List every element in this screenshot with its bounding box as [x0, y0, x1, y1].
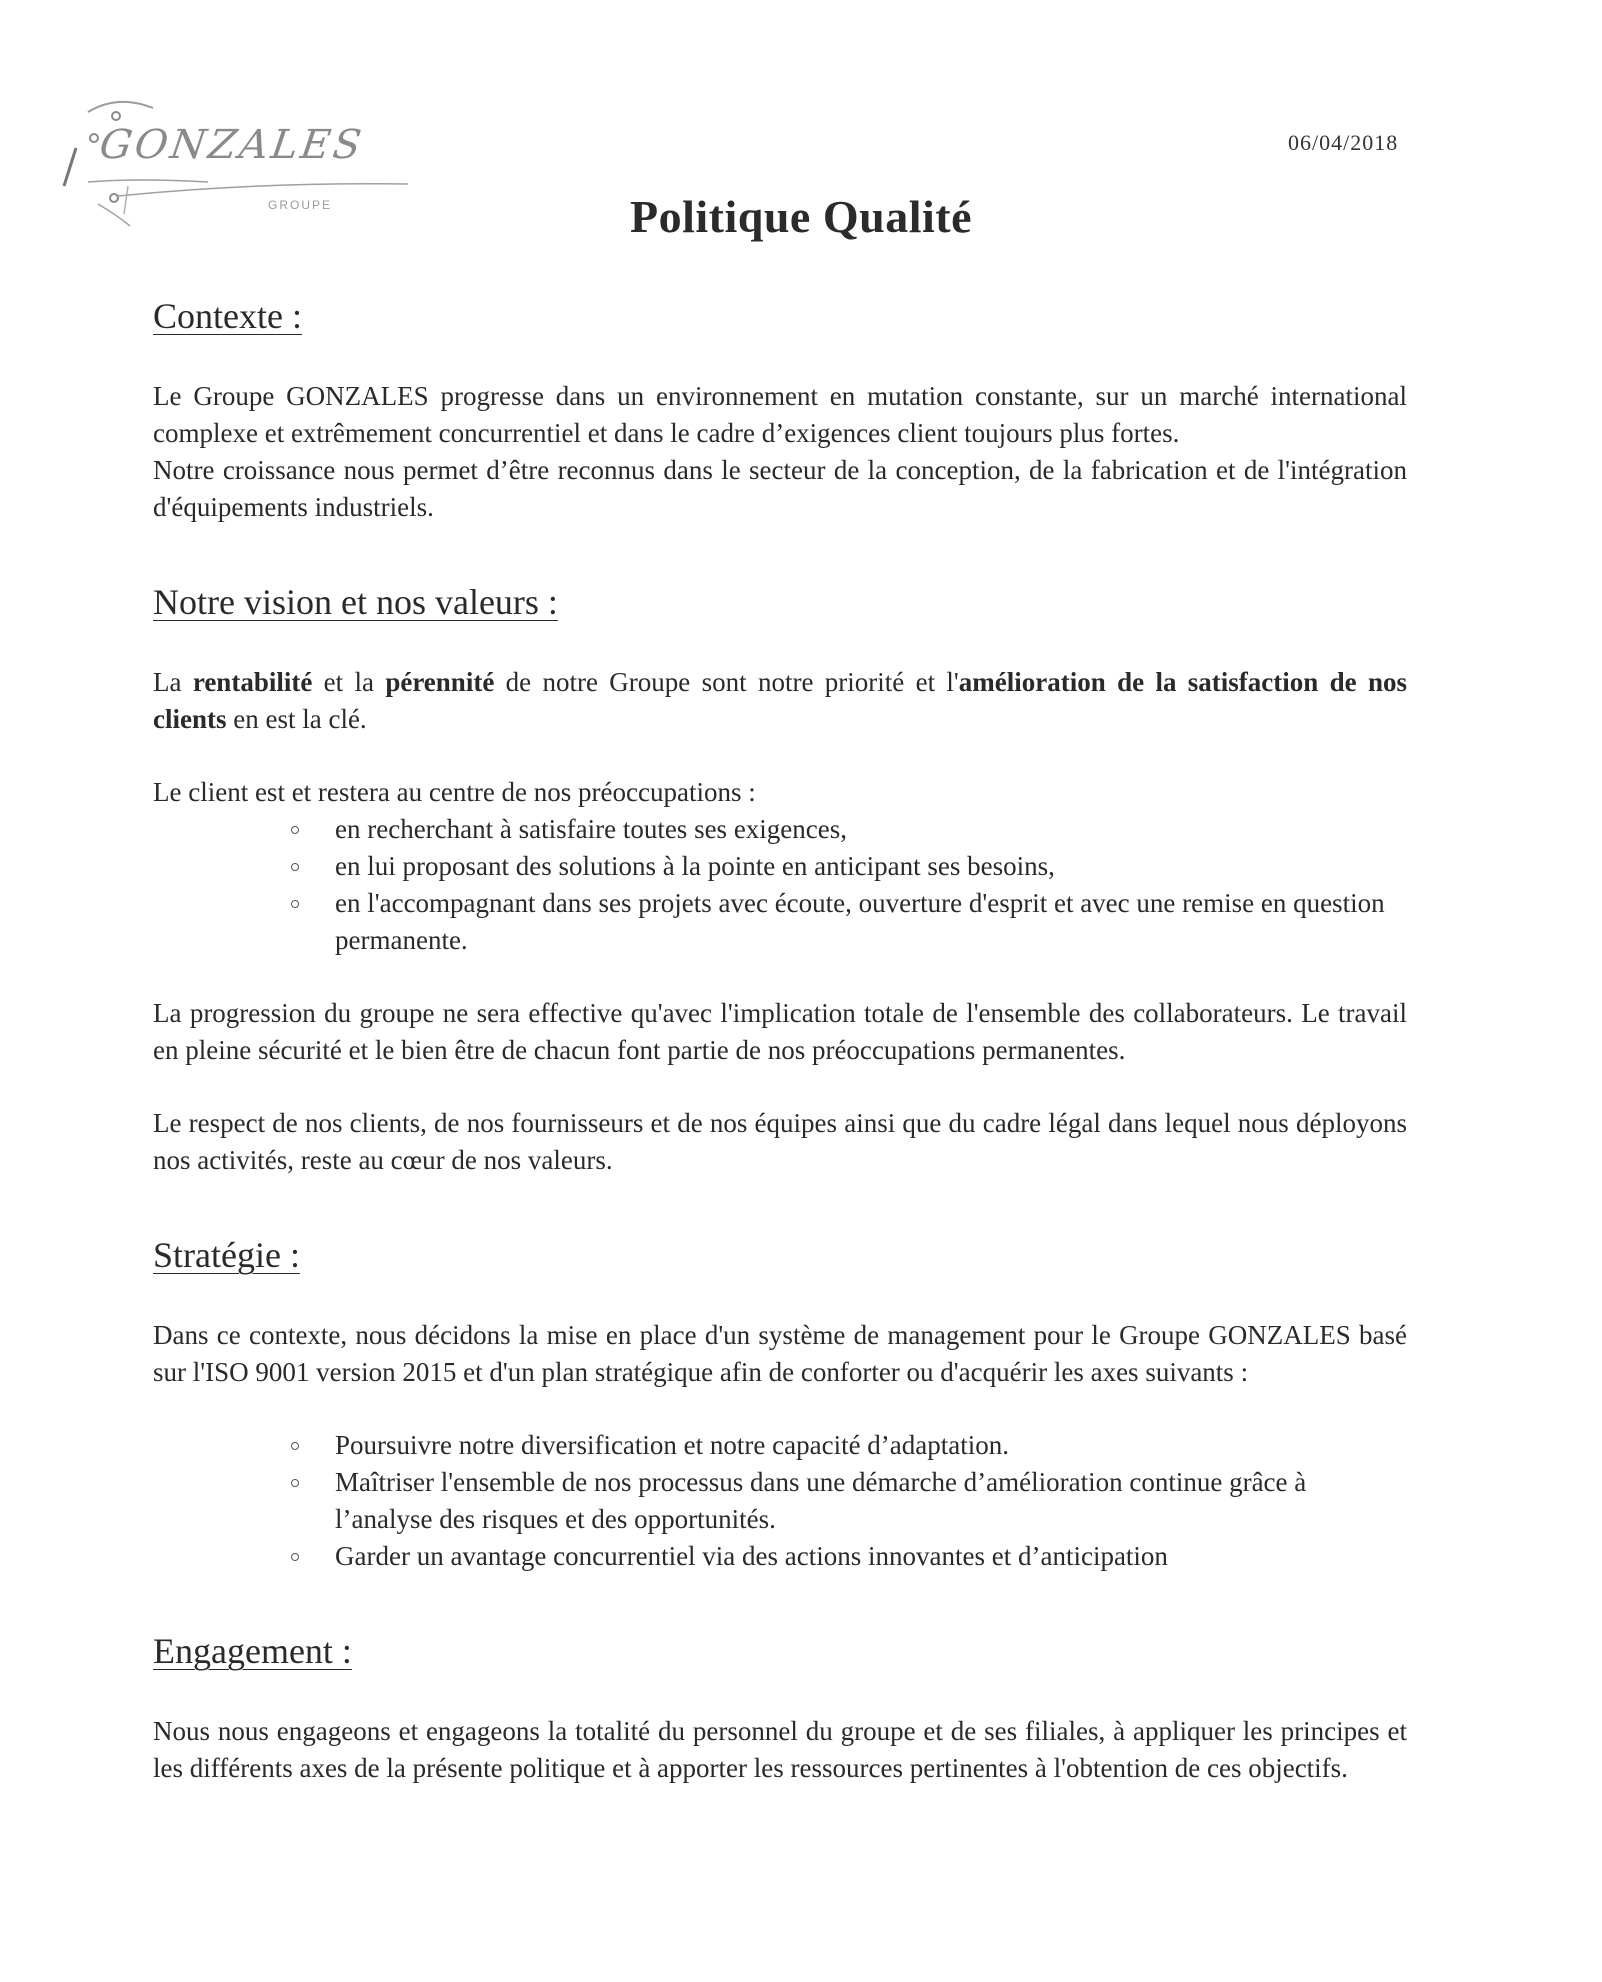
- vision-paragraph-4: Le respect de nos clients, de nos fournisseurs et de nos équipes ainsi que du cadre légal dans lequel nous déployons nos activités, reste au cœur de nos valeurs.: [153, 1108, 1407, 1175]
- bullet-icon: [291, 1479, 299, 1487]
- text-run: et la: [312, 667, 386, 697]
- list-item-text: Garder un avantage concurrentiel via des actions innovantes et d’anticipation: [335, 1541, 1168, 1571]
- document-body: [153, 294, 1407, 1787]
- section-vision: [153, 580, 1407, 1179]
- bullet-icon: [291, 826, 299, 834]
- section-strategie: [153, 1233, 1407, 1575]
- list-item: [291, 885, 1407, 959]
- list-item: [291, 811, 1407, 848]
- text-run: La: [153, 667, 193, 697]
- bullet-icon: [291, 863, 299, 871]
- list-item-text: en l'accompagnant dans ses projets avec écoute, ouverture d'esprit et avec une remise en question permanente.: [335, 888, 1385, 955]
- section-contexte: [153, 294, 1407, 526]
- strategie-bullet-list: [153, 1427, 1407, 1575]
- logo-wordmark: GONZALES: [96, 122, 367, 168]
- list-item-text: Maîtriser l'ensemble de nos processus dans une démarche d’amélioration continue grâce à l’analyse des risques et des opportunités.: [335, 1467, 1307, 1534]
- contexte-paragraph-2: Notre croissance nous permet d’être reconnus dans le secteur de la conception, de la fabrication et de l'intégration d'équipements industriels.: [153, 455, 1407, 522]
- section-heading-engagement: Engagement :: [153, 1631, 352, 1671]
- bold-run: rentabilité: [192, 667, 313, 697]
- section-heading-strategie: Stratégie :: [153, 1235, 300, 1275]
- page-title: Politique Qualité: [630, 191, 972, 242]
- strategie-paragraph-1: Dans ce contexte, nous décidons la mise en place d'un système de management pour le Groupe GONZALES basé sur l'ISO 9001 version 2015 et d'un plan stratégique afin de conforter ou d'acquérir les axes suivants :: [153, 1320, 1407, 1387]
- bullet-icon: [291, 1553, 299, 1561]
- logo-subtext: GROUPE: [268, 198, 333, 212]
- list-item: [291, 1538, 1407, 1575]
- bullet-icon: [291, 900, 299, 908]
- list-item: [291, 1427, 1407, 1464]
- list-item-text: Poursuivre notre diversification et notre capacité d’adaptation.: [335, 1430, 1009, 1460]
- engagement-paragraph-1: Nous nous engageons et engageons la totalité du personnel du groupe et de ses filiales, à appliquer les principes et les différents axes de la présente politique et à apporter les ressources pertinentes à l'obtention de ces objectifs.: [153, 1716, 1407, 1783]
- vision-paragraph-3: La progression du groupe ne sera effective qu'avec l'implication totale de l'ensemble des collaborateurs. Le travail en pleine sécurité et le bien être de chacun font partie de nos préoccupations permanentes.: [153, 998, 1407, 1065]
- contexte-paragraph-1: Le Groupe GONZALES progresse dans un environnement en mutation constante, sur un marché international complexe et extrêmement concurrentiel et dans le cadre d’exigences client toujours plus fortes.: [153, 381, 1407, 448]
- section-heading-vision: Notre vision et nos valeurs :: [153, 582, 558, 622]
- bold-run: pérennité: [385, 667, 495, 697]
- text-run: de notre Groupe sont notre priorité et l': [494, 667, 959, 697]
- bullet-icon: [291, 1442, 299, 1450]
- text-run: en est la clé.: [226, 704, 367, 734]
- section-heading-contexte: Contexte :: [153, 296, 302, 336]
- bold-run: amélioration de la satisfaction de nos clients: [153, 667, 1407, 734]
- list-item-text: en recherchant à satisfaire toutes ses exigences,: [335, 814, 848, 844]
- vision-paragraph-2: Le client est et restera au centre de nos préoccupations :: [153, 777, 756, 807]
- list-item: [291, 1464, 1407, 1538]
- section-engagement: [153, 1629, 1407, 1787]
- vision-bullet-list: [153, 811, 1407, 959]
- document-date: 06/04/2018: [1288, 130, 1399, 155]
- list-item-text: en lui proposant des solutions à la pointe en anticipant ses besoins,: [335, 851, 1055, 881]
- vision-paragraph-1: [153, 664, 1407, 738]
- list-item: [291, 848, 1407, 885]
